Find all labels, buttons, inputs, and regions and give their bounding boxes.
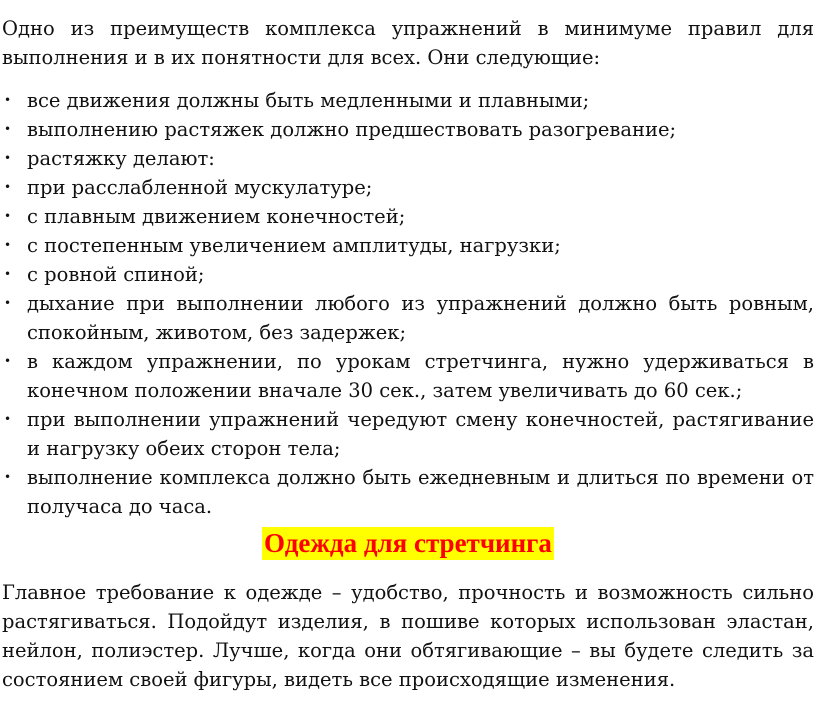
list-item xyxy=(2,463,814,521)
list-item xyxy=(2,173,814,202)
closing-paragraph: Главное требование к одежде – удобство, прочность и возможность сильно растягиваться. Подойдут изделия, в пошиве которых использован эластан, нейлон, полиэстер. Лучше, когда они обтягивающие – вы будете следить за состоянием своей фигуры, видеть все происходящие изменения. xyxy=(2,581,814,691)
bullet-icon: • xyxy=(4,354,12,368)
list-item-text: растяжку делают: xyxy=(27,147,215,170)
intro-paragraph: Одно из преимуществ комплекса упражнений в минимуме правил для выполнения и в их понятности для всех. Они следующие: xyxy=(2,17,814,69)
rules-list xyxy=(2,86,814,521)
list-item xyxy=(2,202,814,231)
list-item-text: все движения должны быть медленными и плавными; xyxy=(27,89,590,112)
list-item-text: в каждом упражнении, по урокам стретчинга, нужно удерживаться в конечном положении вначале 30 сек., затем увеличивать до 60 сек.; xyxy=(27,350,814,402)
list-item-text: выполнению растяжек должно предшествовать разогревание; xyxy=(27,118,677,141)
list-item xyxy=(2,231,814,260)
bullet-icon: • xyxy=(4,151,12,165)
list-item xyxy=(2,405,814,463)
list-item-text: выполнение комплекса должно быть ежедневным и длиться по времени от получаса до часа. xyxy=(27,466,814,518)
bullet-icon: • xyxy=(4,412,12,426)
list-item-text: с постепенным увеличением амплитуды, нагрузки; xyxy=(27,234,561,257)
bullet-icon: • xyxy=(4,93,12,107)
section-heading: Одежда для стретчинга xyxy=(264,528,552,558)
list-item-text: дыхание при выполнении любого из упражнений должно быть ровным, спокойным, животом, без задержек; xyxy=(27,292,814,344)
bullet-icon: • xyxy=(4,238,12,252)
bullet-icon: • xyxy=(4,267,12,281)
section-heading-wrap xyxy=(2,527,814,560)
list-item-text: с ровной спиной; xyxy=(27,263,205,286)
list-item xyxy=(2,260,814,289)
list-item xyxy=(2,347,814,405)
bullet-icon: • xyxy=(4,122,12,136)
bullet-icon: • xyxy=(4,209,12,223)
bullet-icon: • xyxy=(4,296,12,310)
list-item xyxy=(2,86,814,115)
list-item xyxy=(2,144,814,173)
bullet-icon: • xyxy=(4,470,12,484)
list-item-text: при выполнении упражнений чередуют смену конечностей, растягивание и нагрузку обеих сторон тела; xyxy=(27,408,814,460)
list-item xyxy=(2,289,814,347)
list-item-text: с плавным движением конечностей; xyxy=(27,205,406,228)
list-item xyxy=(2,115,814,144)
list-item-text: при расслабленной мускулатуре; xyxy=(27,176,373,199)
bullet-icon: • xyxy=(4,180,12,194)
